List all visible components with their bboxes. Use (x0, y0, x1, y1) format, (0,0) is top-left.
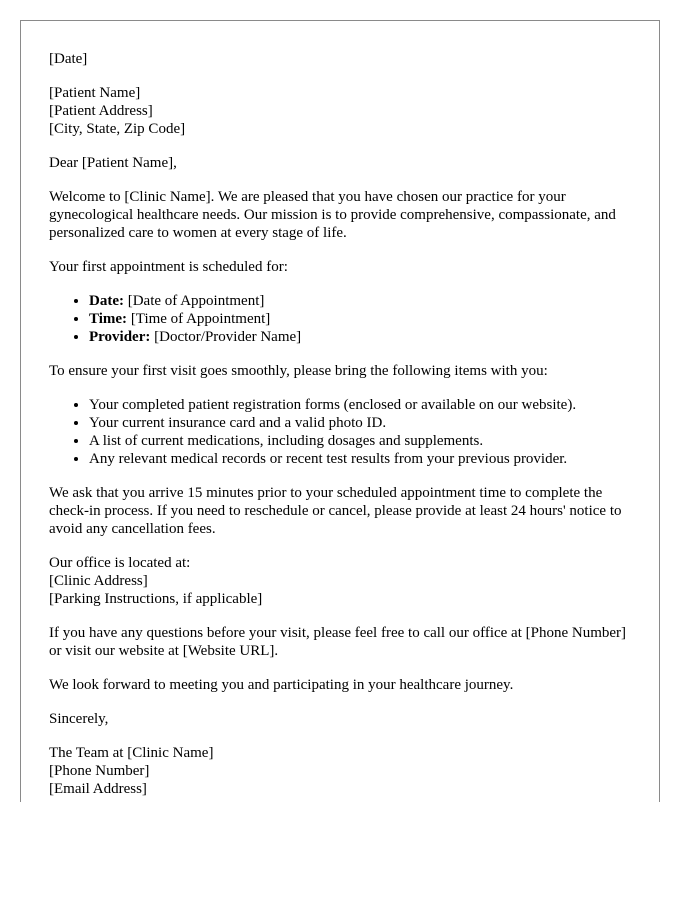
items-to-bring-list (49, 396, 631, 468)
recipient-city-state-zip: [City, State, Zip Code] (49, 121, 186, 137)
signature-phone: [Phone Number] (49, 763, 150, 779)
appointment-time-label: Time: (89, 311, 128, 327)
recipient-name: [Patient Name] (49, 85, 141, 101)
appointment-date-item (89, 292, 631, 310)
appointment-date-value: [Date of Appointment] (123, 293, 265, 309)
clinic-address: [Clinic Address] (49, 573, 148, 589)
sign-off: Sincerely, (49, 711, 109, 727)
parking-instructions: [Parking Instructions, if applicable] (49, 591, 263, 607)
appointment-provider-item (89, 328, 631, 346)
questions-paragraph: If you have any questions before your visit, please feel free to call our office at [Phone Number] or visit our website at [Website URL]. (49, 625, 627, 659)
list-item: • Any relevant medical records or recent test results from your previous provider. (89, 450, 631, 468)
appointment-intro: Your first appointment is scheduled for: (49, 259, 288, 275)
recipient-block (49, 84, 631, 138)
appointment-provider-label: Provider: (89, 329, 151, 345)
appointment-date-label: Date: (89, 293, 124, 309)
recipient-address: [Patient Address] (49, 103, 153, 119)
arrival-paragraph: We ask that you arrive 15 minutes prior to your scheduled appointment time to complete the check-in process. If you need to reschedule or cancel, please provide at least 24 hours' notice to avoid any cancellation fees. (49, 485, 622, 537)
signature-block (49, 744, 631, 798)
items-intro: To ensure your first visit goes smoothly, please bring the following items with you: (49, 363, 548, 379)
appointment-time-value: [Time of Appointment] (127, 311, 271, 327)
intro-paragraph: Welcome to [Clinic Name]. We are pleased that you have chosen our practice for your gynecological healthcare needs. Our mission is to provide comprehensive, compassionate, and personalized care to women at every stage of life. (49, 189, 616, 241)
closing-paragraph: We look forward to meeting you and participating in your healthcare journey. (49, 677, 514, 693)
location-intro: Our office is located at: (49, 555, 191, 571)
list-item: • Your completed patient registration forms (enclosed or available on our website). (89, 396, 631, 414)
salutation: Dear [Patient Name], (49, 155, 177, 171)
signature-email: [Email Address] (49, 781, 147, 797)
appointment-details-list (49, 292, 631, 346)
list-item: • A list of current medications, including dosages and supplements. (89, 432, 631, 450)
location-block (49, 554, 631, 608)
letter-date: [Date] (49, 51, 88, 67)
list-item: • Your current insurance card and a valid photo ID. (89, 414, 631, 432)
signature-team: The Team at [Clinic Name] (49, 745, 214, 761)
appointment-time-item (89, 310, 631, 328)
appointment-provider-value: [Doctor/Provider Name] (150, 329, 302, 345)
letter-document (20, 20, 660, 802)
